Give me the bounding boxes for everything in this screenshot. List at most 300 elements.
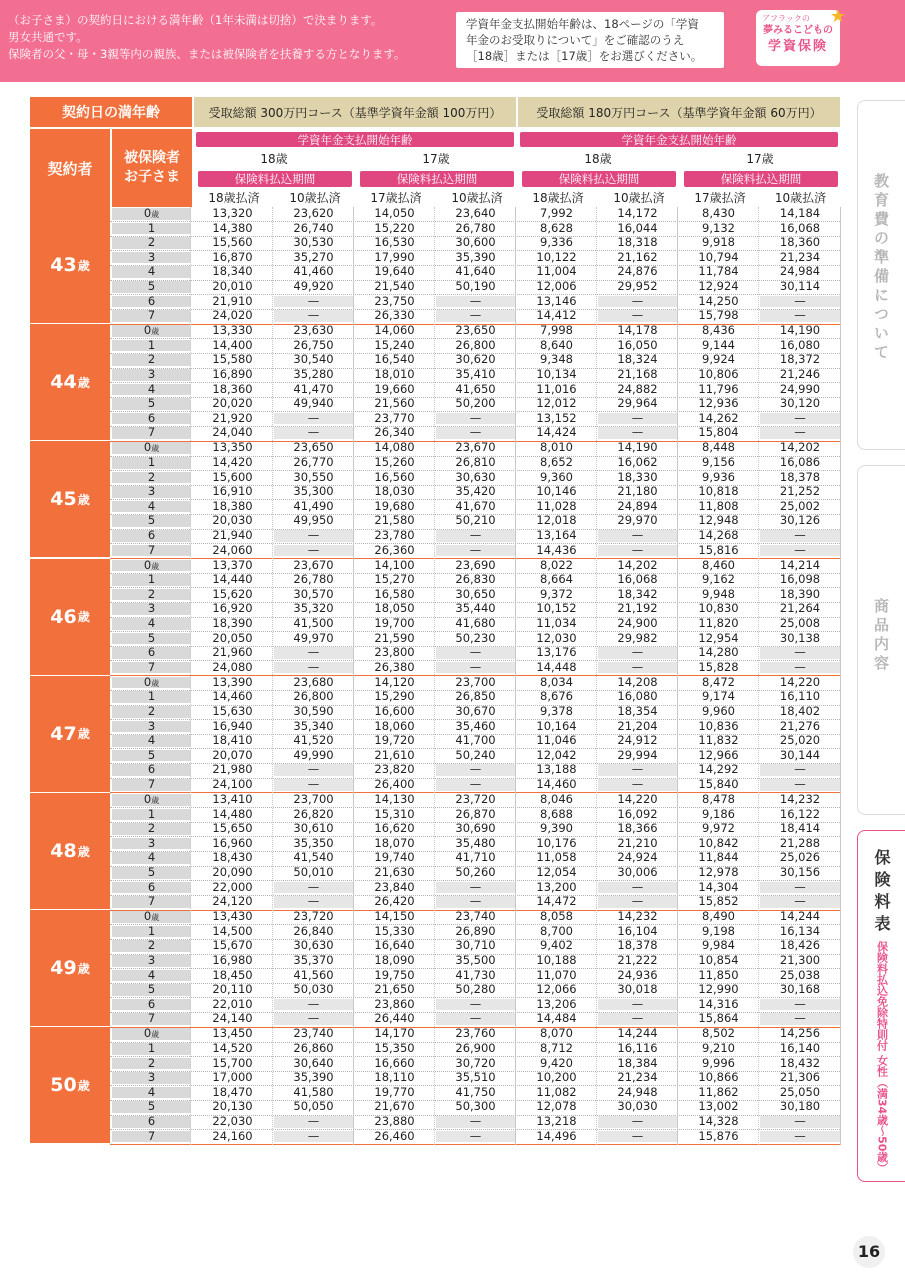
premium-cell: 18,430 [212,850,253,865]
child-age-value: 2 [147,1055,156,1070]
premium-cell: 30,168 [779,982,821,997]
premium-cell: 29,994 [617,747,658,762]
premium-cell: 24,984 [779,264,821,279]
premium-cell: 23,880 [374,1113,415,1128]
child-age-value: 2 [147,469,156,484]
child-age-cell [112,574,191,586]
premium-cell: — [760,1131,840,1143]
premium-cell: 35,410 [455,366,496,381]
child-age-cell [112,764,191,776]
premium-cell: 23,650 [455,323,496,338]
table-row [110,703,840,718]
child-age-cell [112,835,191,850]
premium-cell: 13,218 [536,1113,577,1128]
premium-cell: 41,560 [293,967,334,982]
table-row [110,1040,840,1055]
table-row [110,542,840,557]
table-row [110,249,840,264]
premium-cell: — [598,764,677,776]
premium-cell: 14,250 [698,293,739,308]
premium-cell: 16,098 [779,572,821,587]
premium-cell: 10,200 [536,1070,577,1085]
premium-cell: 25,020 [779,733,821,748]
premium-cell: 26,830 [455,572,496,587]
premium-cell: — [598,1116,677,1128]
column-divider [677,207,678,1145]
premium-cell: 18,426 [779,938,821,953]
premium-cell: — [598,310,677,322]
table-row [110,237,840,249]
child-age-cell [112,630,191,645]
box-line: ［18歳］または［17歳］をお選びください。 [466,49,703,63]
child-age-value: 6 [147,879,156,894]
table-row [110,923,840,938]
premium-cell: 13,176 [536,645,577,660]
premium-cell: 21,650 [374,982,415,997]
child-age-cell [112,237,191,249]
child-age-value: 0 [143,440,152,455]
child-age-cell [112,557,191,572]
premium-cell: 15,700 [212,1055,253,1070]
contract-age-header: 契約日の満年齢 [30,97,192,127]
child-age-cell [112,647,191,659]
premium-cell: 14,262 [698,410,739,425]
premium-cell: 21,252 [779,484,821,499]
side-tab-product[interactable] [857,465,905,815]
premium-cell: 41,750 [455,1084,496,1099]
premium-cell: 18,060 [374,718,415,733]
logo-line1: アフラックの [762,14,810,23]
premium-cell: 21,246 [779,366,821,381]
premium-cell: — [274,1013,353,1025]
premium-cell: 11,844 [698,850,739,865]
course-b-header: 受取総額 180万円コース（基準学資年金額 60万円） [518,97,840,127]
premium-cell: 30,540 [293,352,334,367]
premium-cell: 16,580 [374,586,415,601]
premium-cell: 12,066 [536,982,577,997]
premium-cell: 9,984 [702,938,735,953]
premium-cell: 35,480 [455,835,496,850]
premium-cell: 19,770 [374,1084,415,1099]
premium-cell: 26,820 [293,806,334,821]
table-row [110,747,840,762]
premium-table [30,97,840,1143]
premium-cell: 41,490 [293,498,334,513]
col-header: 17歳払済 [694,190,746,205]
premium-cell: 21,910 [212,293,253,308]
premium-cell: 30,690 [455,821,496,836]
premium-cell: 50,030 [293,982,334,997]
premium-cell: — [436,647,515,659]
premium-cell: 23,800 [374,645,415,660]
child-age-value: 6 [147,293,156,308]
contractor-age [30,324,110,441]
child-age-value: 1 [147,1040,156,1055]
premium-cell: 11,832 [698,733,739,748]
premium-cell: 25,002 [779,498,821,513]
premium-cell: 8,448 [702,440,735,455]
premium-cell: 26,460 [374,1128,415,1143]
premium-cell: 14,178 [617,323,658,338]
premium-cell: 23,820 [374,762,415,777]
child-age-unit: 歳 [151,1030,160,1040]
premium-cell: 15,650 [212,821,253,836]
child-age-value: 0 [143,792,152,806]
table-row [110,442,840,454]
premium-cell: 26,340 [374,425,415,440]
child-age-cell [112,542,191,557]
child-age-cell [112,527,191,542]
side-tab-label: 商品内容 [872,598,890,674]
premium-cell: — [274,1131,353,1143]
premium-cell: 22,000 [212,879,253,894]
premium-cell: 26,420 [374,894,415,909]
logo-line3: 学資保険 [767,39,828,54]
child-age-cell [112,381,191,396]
child-age-cell [112,354,191,366]
premium-cell: — [760,545,840,557]
child-age-value: 0 [143,323,152,338]
premium-cell: 49,950 [293,513,334,528]
premium-cell: 19,700 [374,615,415,630]
premium-cell: 35,370 [293,952,334,967]
side-tab-subtitle: 保険料払込免除特則付 女性（満34歳〜50歳） [875,941,889,1174]
premium-cell: 12,978 [698,865,739,879]
age-unit: 歳 [77,1078,90,1093]
premium-cell: 19,750 [374,967,415,982]
table-row [110,940,840,952]
premium-cell: 15,816 [698,542,739,557]
child-age-cell [112,879,191,894]
premium-cell: — [598,413,677,425]
child-age-value: 3 [147,484,156,499]
child-age-value: 5 [147,396,156,411]
premium-cell: 21,180 [617,484,658,499]
table-row [110,647,840,659]
premium-cell: 10,842 [698,835,739,850]
premium-cell: 50,260 [455,865,496,879]
premium-cell: 29,982 [617,630,658,645]
premium-cell: 8,640 [540,337,573,352]
premium-cell: 14,120 [374,674,415,689]
premium-cell: 13,350 [212,440,253,455]
premium-cell: 14,214 [779,557,821,572]
table-row [110,735,840,747]
side-tab-title: 保険料表 [872,849,891,937]
premium-cell: 11,058 [536,850,577,865]
premium-cell: — [436,1116,515,1128]
premium-cell: 30,180 [779,1099,821,1114]
child-label: お子さま [124,169,180,185]
premium-cell: 16,940 [212,718,253,733]
table-row [110,310,840,322]
premium-cell: 16,920 [212,601,253,616]
table-row [110,469,840,484]
table-row [110,266,840,278]
premium-cell: — [598,545,677,557]
premium-cell: 41,470 [293,381,334,396]
premium-cell: 26,750 [293,337,334,352]
premium-cell: 23,720 [293,909,334,924]
age-unit: 歳 [77,258,90,273]
side-tab-education[interactable] [857,100,905,450]
table-header [30,97,840,207]
child-age-cell [112,337,191,352]
premium-cell: 9,162 [702,572,735,587]
table-row [110,630,840,645]
premium-cell: 35,320 [293,601,334,616]
child-age-cell [112,1128,191,1143]
premium-cell: 35,460 [455,718,496,733]
premium-cell: 18,378 [617,938,658,953]
premium-cell: 21,630 [374,865,415,879]
premium-cell: — [760,764,840,776]
premium-cell: 14,202 [617,557,658,572]
premium-cell: 10,818 [698,484,739,499]
table-row [110,1084,840,1099]
premium-cell: 35,390 [455,249,496,264]
premium-cell: 35,270 [293,249,334,264]
child-age-value: 2 [147,821,156,836]
column-divider [840,207,841,1145]
premium-cell: — [598,647,677,659]
child-age-cell [112,923,191,938]
premium-cell: — [760,647,840,659]
premium-cell: 24,948 [617,1084,658,1099]
premium-cell: 19,720 [374,733,415,748]
premium-cell: — [274,413,353,425]
age-unit: 歳 [77,610,90,625]
premium-cell: 20,010 [212,279,253,293]
col-header: 18歳払済 [208,190,260,205]
contractor-age [30,207,110,324]
child-age-value: 1 [147,923,156,938]
premium-cell: 11,796 [698,381,739,396]
premium-cell: 23,860 [374,996,415,1011]
premium-cell: 16,660 [374,1055,415,1070]
premium-cell: 13,430 [212,909,253,924]
premium-cell: 23,650 [293,440,334,455]
age-group [30,1027,840,1144]
premium-cell: — [274,310,353,322]
premium-cell: 14,280 [698,645,739,660]
premium-cell: 50,050 [293,1099,334,1114]
premium-cell: 21,276 [779,718,821,733]
pay-period-bar: 保険料払込期間 [522,171,676,187]
age17-label: 17歳 [746,151,774,166]
premium-cell: 14,170 [374,1026,415,1041]
child-age-cell [112,967,191,982]
child-age-value: 4 [147,733,156,748]
premium-cell: 7,992 [540,206,573,220]
child-age-value: 2 [147,586,156,601]
premium-cell: 30,144 [779,747,821,762]
premium-cell: 26,330 [374,308,415,323]
table-row [110,911,840,923]
premium-cell: 9,936 [702,469,735,484]
child-age-value: 0 [143,909,152,924]
col-header: 10歳払済 [774,190,827,205]
table-row [110,220,840,235]
premium-cell: 23,700 [293,792,334,806]
premium-cell: 14,480 [212,806,253,821]
table-row [110,1013,840,1025]
age17-label: 17歳 [422,151,450,166]
age-unit: 歳 [77,727,90,742]
premium-cell: 49,970 [293,630,334,645]
premium-cell: 21,300 [779,952,821,967]
premium-cell: 26,400 [374,776,415,791]
premium-cell: 8,058 [540,909,573,924]
child-age-cell [112,442,191,454]
premium-cell: 41,640 [455,264,496,279]
product-logo [756,6,846,66]
child-age-cell [112,823,191,835]
child-age-value: 5 [147,747,156,762]
child-age-cell [112,410,191,425]
premium-cell: 49,920 [293,279,334,293]
child-age-cell [112,454,191,469]
premium-cell: 18,070 [374,835,415,850]
premium-cell: 30,600 [455,235,496,250]
premium-cell: — [436,896,515,908]
premium-cell: 29,970 [617,513,658,528]
premium-cell: 17,990 [374,249,415,264]
column-divider [190,207,191,1145]
premium-cell: 21,980 [212,762,253,777]
premium-cell: 16,134 [779,923,821,938]
premium-cell: 41,670 [455,498,496,513]
premium-cell: 21,264 [779,601,821,616]
premium-cell: 18,390 [212,615,253,630]
premium-cell: 15,840 [698,776,739,791]
premium-cell: 14,460 [536,776,577,791]
premium-cell: 21,204 [617,718,658,733]
child-age-value: 4 [147,264,156,279]
premium-cell: 18,414 [779,821,821,836]
premium-cell: 12,990 [698,982,739,997]
premium-cell: — [760,1013,840,1025]
box-line: 学資年金支払開始年齢は、18ページの「学資 [466,17,699,31]
premium-cell: 21,168 [617,366,658,381]
premium-cell: 15,804 [698,425,739,440]
premium-cell: 10,176 [536,835,577,850]
premium-cell: — [436,427,515,439]
premium-cell: 12,966 [698,747,739,762]
premium-cell: 21,162 [617,249,658,264]
premium-cell: 41,700 [455,733,496,748]
premium-cell: 14,292 [698,762,739,777]
premium-cell: 9,186 [702,806,735,821]
premium-cell: 21,222 [617,952,658,967]
premium-cell: 21,580 [374,513,415,528]
premium-cell: 12,042 [536,747,577,762]
premium-cell: 14,420 [212,454,253,469]
premium-cell: 15,852 [698,894,739,909]
premium-cell: 15,220 [374,220,415,235]
premium-cell: 15,630 [212,703,253,718]
premium-cell: 35,340 [293,718,334,733]
premium-cell: 20,030 [212,513,253,528]
premium-cell: 8,490 [702,909,735,924]
child-age-value: 4 [147,615,156,630]
premium-cell: 9,198 [702,923,735,938]
premium-cell: 41,460 [293,264,334,279]
premium-cell: 41,730 [455,967,496,982]
premium-cell: 30,590 [293,703,334,718]
side-tab-premium-table[interactable] [857,830,905,1182]
child-age-cell [112,427,191,439]
table-row [110,427,840,439]
premium-cell: — [436,662,515,674]
premium-cell: 8,472 [702,674,735,689]
premium-cell: 11,070 [536,967,577,982]
table-row [110,852,840,864]
table-row [110,557,840,572]
premium-cell: 16,062 [617,454,658,469]
premium-cell: 50,240 [455,747,496,762]
premium-cell: 13,450 [212,1026,253,1041]
premium-cell: 9,960 [702,703,735,718]
premium-cell: 24,140 [212,1011,253,1026]
child-age-cell [112,469,191,484]
child-age-value: 5 [147,865,156,879]
child-age-value: 1 [147,454,156,469]
premium-cell: 18,050 [374,601,415,616]
premium-cell: 14,100 [374,557,415,572]
premium-cell: 13,410 [212,792,253,806]
premium-cell: 10,866 [698,1070,739,1085]
column-divider [596,207,597,1145]
premium-cell: 35,440 [455,601,496,616]
child-age-cell [112,1084,191,1099]
premium-cell: 21,560 [374,396,415,411]
premium-cell: 20,050 [212,630,253,645]
premium-cell: 8,712 [540,1040,573,1055]
header-note: 男女共通です。 [8,30,88,44]
age-unit: 歳 [77,844,90,859]
age-group [30,676,840,793]
premium-cell: 11,820 [698,615,739,630]
premium-cell: 9,210 [702,1040,735,1055]
premium-cell: 8,034 [540,674,573,689]
child-age-cell [112,266,191,278]
premium-cell: 14,190 [779,323,821,338]
premium-cell: — [598,779,677,791]
child-age-value: 7 [147,659,156,674]
premium-cell: 23,720 [455,792,496,806]
premium-cell: 16,080 [779,337,821,352]
premium-cell: — [598,296,677,308]
premium-cell: — [598,662,677,674]
premium-cell: 24,912 [617,733,658,748]
premium-cell: 18,470 [212,1084,253,1099]
col-header: 17歳払済 [370,190,422,205]
premium-cell: 13,370 [212,557,253,572]
premium-cell: 20,110 [212,982,253,997]
premium-cell: 23,680 [293,674,334,689]
premium-cell: 8,070 [540,1026,573,1041]
table-row [110,208,840,220]
table-row [110,879,840,894]
premium-cell: 23,740 [455,909,496,924]
table-row [110,366,840,381]
col-header: 18歳払済 [532,190,584,205]
premium-cell: 18,330 [617,469,658,484]
table-row [110,984,840,996]
table-row [110,398,840,410]
child-age-value: 1 [147,689,156,704]
